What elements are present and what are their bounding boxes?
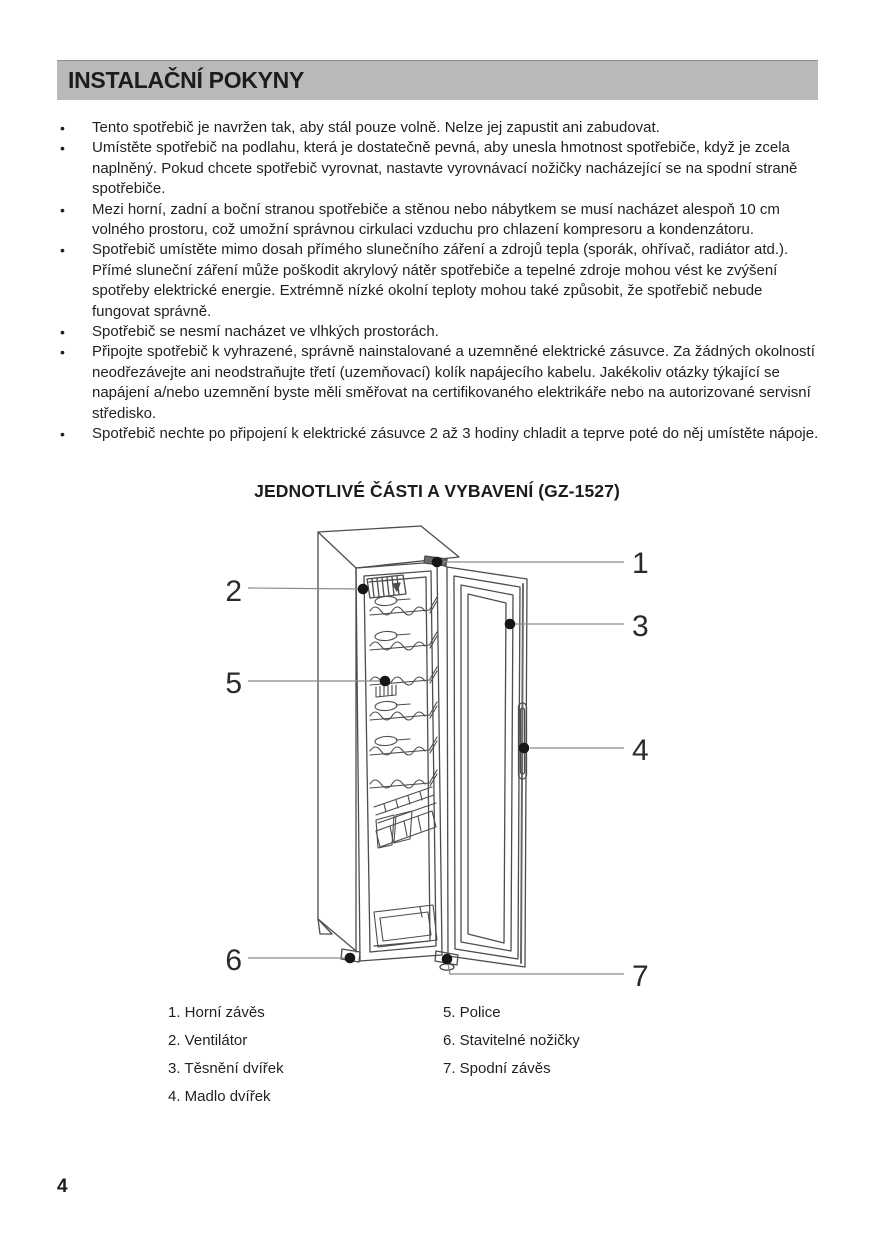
callout-number-2: 2 <box>225 575 242 608</box>
legend-item: 3. Těsnění dvířek <box>168 1060 284 1077</box>
diagram-title: JEDNOTLIVÉ ČÁSTI A VYBAVENÍ (GZ-1527) <box>254 481 620 501</box>
legend-column-right <box>443 1001 580 1085</box>
wine-cooler-drawing <box>318 526 527 970</box>
list-item <box>57 118 819 138</box>
list-item-text: Umístěte spotřebič na podlahu, která je dostatečně pevná, aby unesla hmotnost spotřebiče, když je zcela naplněný. Pokud chcete spotřebič vyrovnat, nastavte vyrovnávací nožičky nacházející se na spodní straně spotřebiče. <box>92 139 798 198</box>
list-item-text: Mezi horní, zadní a boční stranou spotřebiče a stěnou nebo nábytkem se musí nacházet alespoň 10 cm volného prostoru, což umožní správnou cirkulaci vzduchu pro chlazení kompresoru a kondenzátoru. <box>92 200 780 239</box>
list-item <box>57 322 819 342</box>
callout-number-6: 6 <box>225 944 242 977</box>
legend-item: 5. Police <box>443 1004 501 1021</box>
callout-number-3: 3 <box>632 610 649 643</box>
callout-dot-2 <box>358 584 369 595</box>
section-header-bar <box>57 60 818 100</box>
legend-item: 7. Spodní závěs <box>443 1060 551 1077</box>
callout-number-1: 1 <box>632 547 649 580</box>
section-title: INSTALAČNÍ POKYNY <box>68 67 304 93</box>
appliance-diagram <box>180 515 680 995</box>
callout-number-4: 4 <box>632 734 649 767</box>
lower-shelf-basket <box>374 787 436 848</box>
list-item-text: Tento spotřebič je navržen tak, aby stál pouze volně. Nelze jej zapustit ani zabudovat. <box>92 119 660 136</box>
callout-number-7: 7 <box>632 960 649 993</box>
callout-dot-5 <box>380 676 391 687</box>
legend-column-left <box>168 1001 284 1113</box>
cabinet-rear-foot <box>318 919 332 934</box>
callout-dot-3 <box>505 619 516 630</box>
callout-dot-7 <box>442 954 453 965</box>
cabinet-left-bottom <box>318 919 356 951</box>
cabinet-interior-frame <box>364 571 436 952</box>
list-item-text: Spotřebič nechte po připojení k elektrické zásuvce 2 až 3 hodiny chladit a teprve poté do něj umístěte nápoje. <box>92 425 819 443</box>
callout-dot-6 <box>345 953 356 964</box>
floor-pan <box>374 905 437 947</box>
list-item <box>57 138 819 199</box>
list-item-text: Připojte spotřebič k vyhrazené, správně nainstalované a uzemněné elektrické zásuvce. Za žádných okolností neodřezávejte ani neodstraňujte třetí (uzemňovací) kolík napájecího kabelu. Jakékoliv otázky týkající se napájení a/nebo uzemnění byste měli směřovat na certifikovaného elektrikáře nebo na autorizované servisní středisko. <box>92 343 815 422</box>
legend-item: 2. Ventilátor <box>168 1032 248 1049</box>
bottom-hinge-foot <box>440 964 454 970</box>
fan-unit <box>367 575 406 598</box>
list-item-text: Spotřebič se nesmí nacházet ve vlhkých prostorách. <box>92 323 439 341</box>
callout-dots <box>345 557 530 965</box>
page-number: 4 <box>57 1176 68 1197</box>
callout-number-5: 5 <box>225 667 242 700</box>
legend-item: 4. Madlo dvířek <box>168 1088 271 1105</box>
list-item <box>57 424 819 444</box>
legend-item: 6. Stavitelné nožičky <box>443 1032 580 1049</box>
list-item <box>57 342 819 424</box>
list-item-text: Spotřebič umístěte mimo dosah přímého slunečního záření a zdrojů tepla (sporák, ohřívač, radiátor atd.). Přímé sluneční záření může poškodit akrylový nátěr spotřebiče a tepelné zdroje mohou vést ke zvýšení spotřeby elektrické energie. Extrémně nízké okolní teploty mohou také způsobit, že spotřebič nebude fungovat správně. <box>92 241 789 320</box>
legend-item: 1. Horní závěs <box>168 1004 265 1021</box>
callout-dot-4 <box>519 743 530 754</box>
list-item <box>57 240 819 322</box>
instruction-list <box>57 118 819 445</box>
callout-dot-1 <box>432 557 443 568</box>
list-item <box>57 200 819 241</box>
